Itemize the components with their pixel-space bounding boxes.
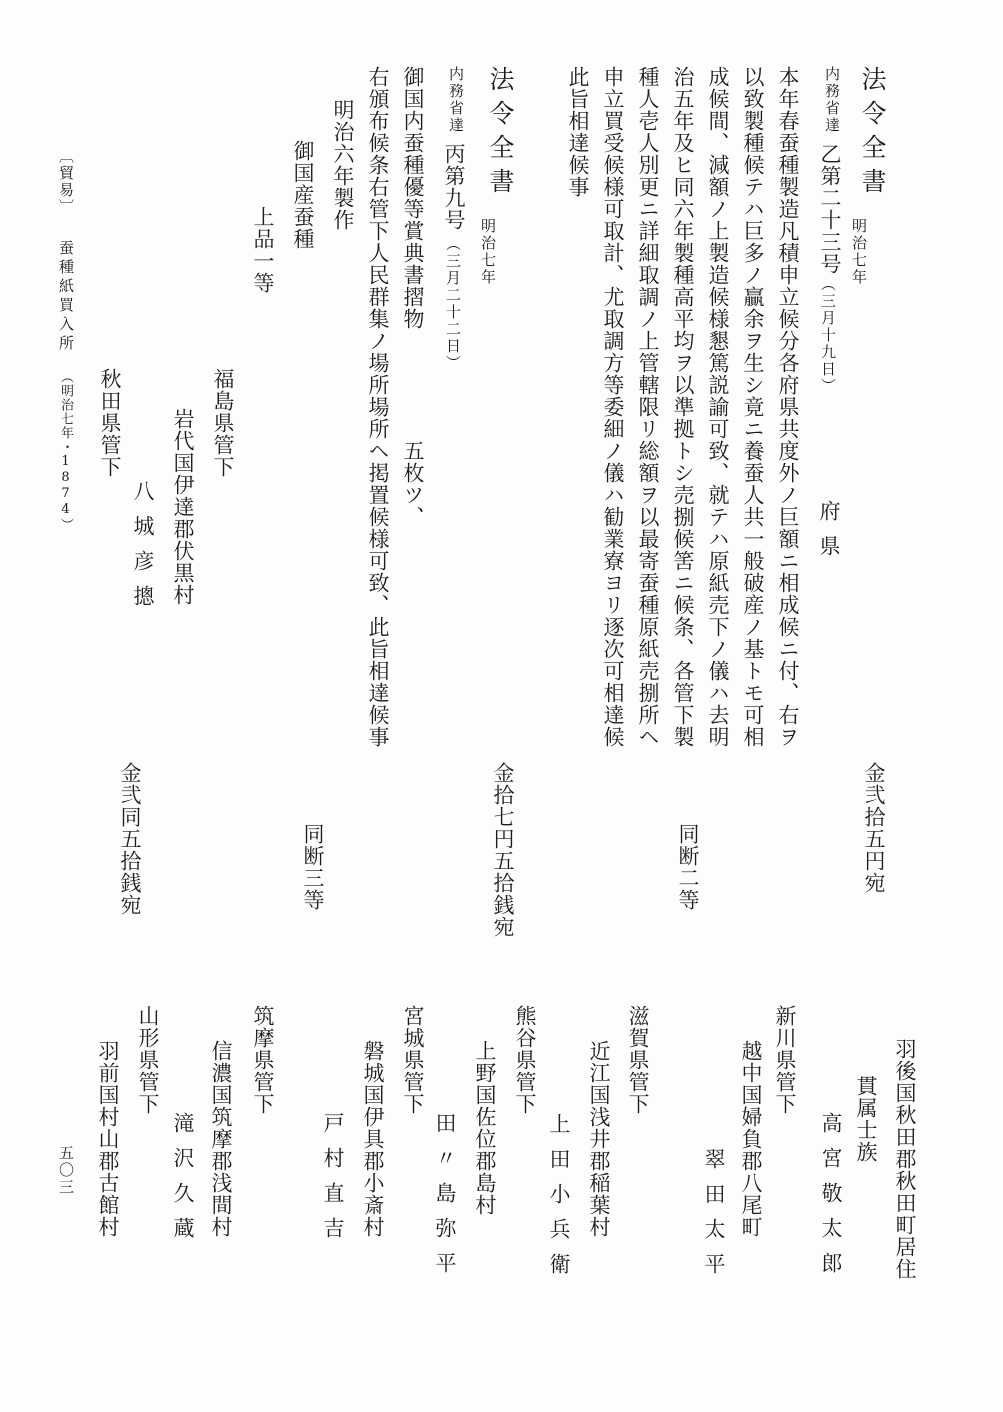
section1-body-line: 此旨相達候事 [566, 66, 590, 198]
entry-address: 近江国浅井郡稲葉村 [587, 1040, 611, 1238]
section1-body-line: 治五年及ヒ同六年製種高平均ヲ以準拠トシ売捌候筈ニ候条、各管下製 [671, 66, 695, 748]
entry-prefecture: 山形県管下 [136, 1005, 160, 1115]
award-prefecture: 福島県管下 [211, 368, 235, 478]
section2-decree-no: 丙第九号 [442, 143, 466, 231]
entry-address: 磐城国伊具郡小斎村 [361, 1040, 385, 1238]
section1-body-line: 申立買受候様可取計、尤取調方等委細ノ儀ハ勧業寮ヨリ逐次可相達候 [601, 66, 625, 748]
entry-address: 信濃国筑摩郡浅間村 [209, 1040, 233, 1238]
entry-address: 越中国婦負郡八尾町 [739, 1040, 763, 1238]
section2-decree-label: 内務省達 [447, 66, 465, 134]
section1-date: （三月十九日） [819, 276, 837, 395]
entry-address: 上野国佐位郡島村 [473, 1040, 497, 1216]
section2-heading: 法令全書 [486, 66, 515, 202]
running-category: 〔貿易〕 [57, 148, 75, 216]
section2-body-line: 右頒布候条右管下人民群集ノ場所場所ヘ掲置候様可致、此旨相達候事 [366, 66, 390, 748]
section1-body-line: 成候間、減額ノ上製造候様懇篤説諭可致、就テハ原紙売下ノ儀ハ去明 [706, 66, 730, 748]
entry-name: 高宮敬太郎 [819, 1112, 843, 1287]
section2-date: （三月二十二日） [444, 236, 462, 372]
entry-prefecture: 滋賀県管下 [626, 1005, 650, 1115]
section2-grade: 上品一等 [251, 206, 275, 294]
entry-prefecture: 筑摩県管下 [251, 1005, 275, 1115]
entry-prefecture: 新川県管下 [773, 1005, 797, 1115]
entry-prefecture: 宮城県管下 [401, 1005, 425, 1115]
prize-amount-25: 金弐拾五円宛 [862, 762, 886, 894]
grade-third: 同断三等 [301, 823, 325, 911]
section1-decree-label: 内務省達 [823, 66, 841, 134]
section1-addressee: 府県 [817, 500, 841, 570]
section2-product: 御国産蚕種 [291, 140, 315, 250]
entry-address: 羽後国秋田郡秋田町居住 [893, 1038, 917, 1280]
grade-second: 同断二等 [676, 823, 700, 911]
section2-year: 明治七年 [479, 218, 497, 286]
entry-prefecture: 熊谷県管下 [513, 1005, 537, 1115]
award-recipient-name: 八城彦摠 [131, 480, 155, 620]
section1-body-line: 種人壱人別更ニ詳細取調ノ上管轄限リ総額ヲ以最寄蚕種原紙売捌所ヘ [636, 66, 660, 748]
entry-name: 滝沢久蔵 [171, 1112, 195, 1252]
section2-body-line: 御国内蚕種優等賞典書摺物 五枚ツ、 [401, 66, 425, 528]
award-prefecture: 秋田県管下 [98, 368, 122, 478]
entry-name: 田〃島弥平 [433, 1112, 457, 1287]
entry-name: 上田小兵衛 [547, 1113, 571, 1288]
entry-name: 翠田太平 [702, 1148, 726, 1288]
entry-address: 羽前国村山郡古館村 [96, 1040, 120, 1238]
section1-body-line: 以致製種候テハ巨多ノ贏余ヲ生シ竟ニ養蚕人共一般破産ノ基トモ可相 [741, 66, 765, 748]
award-village: 岩代国伊達郡伏黒村 [171, 408, 195, 606]
section1-decree-no: 乙第二十三号 [818, 143, 842, 275]
section1-year: 明治七年 [850, 218, 868, 286]
running-title: 蚕種紙買入所 [57, 240, 75, 354]
page-number: 五〇三 [57, 1145, 75, 1196]
prize-amount-17-5: 金拾七円五拾銭宛 [491, 762, 515, 938]
entry-name: 戸村直吉 [321, 1112, 345, 1252]
section2-made-year: 明治六年製作 [331, 99, 355, 231]
running-year: （明治七年・1874） [58, 370, 73, 532]
prize-amount-2-5: 金弐同五拾銭宛 [118, 762, 142, 916]
entry-status: 貫属士族 [854, 1075, 878, 1163]
section1-heading: 法令全書 [858, 66, 887, 202]
section1-body-line: 本年春蚕種製造凡積申立候分各府県共度外ノ巨額ニ相成候ニ付、右ヲ [776, 66, 800, 748]
